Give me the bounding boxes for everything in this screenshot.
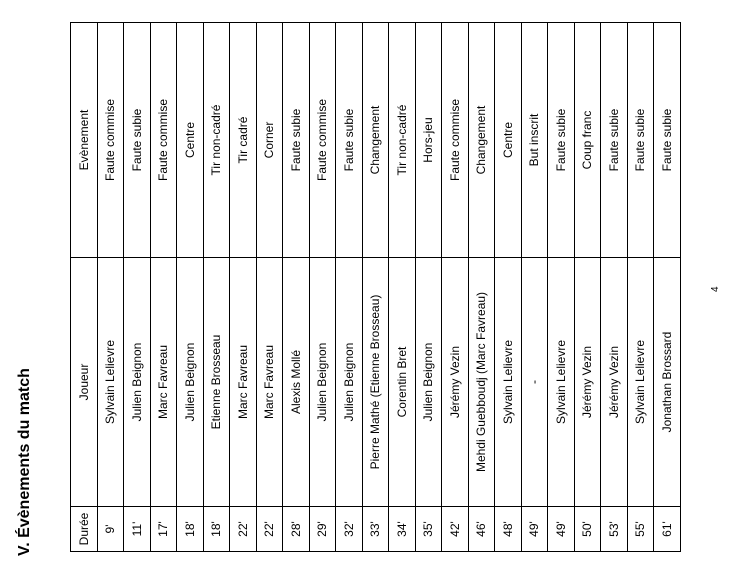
cell-evenement: Tir cadré <box>230 23 257 258</box>
cell-evenement: Centre <box>177 23 204 258</box>
cell-duree: 55' <box>627 507 654 552</box>
table-row <box>442 23 469 552</box>
cell-joueur: Sylvain Lelievre <box>97 258 124 507</box>
cell-duree: 22' <box>256 507 283 552</box>
cell-joueur: Marc Favreau <box>230 258 257 507</box>
cell-evenement: Corner <box>256 23 283 258</box>
cell-joueur: Julien Beignon <box>415 258 442 507</box>
cell-joueur: Marc Favreau <box>150 258 177 507</box>
cell-duree: 11' <box>124 507 151 552</box>
cell-evenement: Centre <box>495 23 522 258</box>
cell-evenement: Hors-jeu <box>415 23 442 258</box>
cell-evenement: Changement <box>468 23 495 258</box>
cell-joueur: Sylvain Lelievre <box>495 258 522 507</box>
cell-evenement: Tir non-cadré <box>389 23 416 258</box>
table-row <box>283 23 310 552</box>
cell-evenement: Tir non-cadré <box>203 23 230 258</box>
cell-joueur: Julien Beignon <box>336 258 363 507</box>
cell-duree: 53' <box>601 507 628 552</box>
cell-joueur: Jérémy Vezin <box>574 258 601 507</box>
table-row <box>362 23 389 552</box>
cell-duree: 48' <box>495 507 522 552</box>
table-row <box>124 23 151 552</box>
table-row <box>150 23 177 552</box>
table-header-row <box>71 23 98 552</box>
table-row <box>97 23 124 552</box>
table-row <box>574 23 601 552</box>
cell-evenement: Faute subie <box>124 23 151 258</box>
cell-joueur: Alexis Mollé <box>283 258 310 507</box>
cell-joueur: Jérémy Vezin <box>442 258 469 507</box>
cell-joueur: Jérémy Vezin <box>601 258 628 507</box>
cell-evenement: Faute commise <box>442 23 469 258</box>
table-row <box>336 23 363 552</box>
header-evenement: Evènement <box>71 23 98 258</box>
cell-duree: 35' <box>415 507 442 552</box>
table-row <box>654 23 681 552</box>
cell-joueur: Pierre Mathé (Etienne Brosseau) <box>362 258 389 507</box>
section-title: V. Évènements du match <box>16 368 33 556</box>
table-row <box>548 23 575 552</box>
cell-evenement: Faute commise <box>97 23 124 258</box>
cell-evenement: Faute commise <box>309 23 336 258</box>
table-row <box>256 23 283 552</box>
cell-joueur: Julien Beignon <box>177 258 204 507</box>
cell-duree: 9' <box>97 507 124 552</box>
cell-evenement: Changement <box>362 23 389 258</box>
cell-duree: 61' <box>654 507 681 552</box>
cell-joueur: Mehdi Guebboudj (Marc Favreau) <box>468 258 495 507</box>
cell-duree: 42' <box>442 507 469 552</box>
cell-evenement: Faute subie <box>627 23 654 258</box>
table-row <box>203 23 230 552</box>
cell-duree: 32' <box>336 507 363 552</box>
table-row <box>468 23 495 552</box>
table-row <box>415 23 442 552</box>
table-row <box>309 23 336 552</box>
cell-duree: 18' <box>177 507 204 552</box>
cell-duree: 18' <box>203 507 230 552</box>
cell-evenement: Faute subie <box>601 23 628 258</box>
cell-joueur: Julien Beignon <box>124 258 151 507</box>
table-row <box>601 23 628 552</box>
cell-joueur: Jonathan Brossard <box>654 258 681 507</box>
cell-duree: 49' <box>548 507 575 552</box>
header-duree: Durée <box>71 507 98 552</box>
table-row <box>389 23 416 552</box>
cell-joueur: Marc Favreau <box>256 258 283 507</box>
cell-joueur: Sylvain Lelievre <box>548 258 575 507</box>
cell-duree: 50' <box>574 507 601 552</box>
cell-evenement: Faute subie <box>283 23 310 258</box>
cell-duree: 29' <box>309 507 336 552</box>
cell-duree: 17' <box>150 507 177 552</box>
cell-evenement: Faute subie <box>548 23 575 258</box>
cell-joueur: Sylvain Lelievre <box>627 258 654 507</box>
cell-evenement: But inscrit <box>521 23 548 258</box>
cell-duree: 34' <box>389 507 416 552</box>
cell-duree: 28' <box>283 507 310 552</box>
cell-evenement: Faute commise <box>150 23 177 258</box>
table-row <box>177 23 204 552</box>
cell-joueur: - <box>521 258 548 507</box>
table-row <box>627 23 654 552</box>
match-events-table <box>70 22 681 552</box>
cell-evenement: Faute subie <box>336 23 363 258</box>
cell-duree: 22' <box>230 507 257 552</box>
cell-evenement: Coup franc <box>574 23 601 258</box>
cell-duree: 49' <box>521 507 548 552</box>
table-body <box>97 23 680 552</box>
header-joueur: Joueur <box>71 258 98 507</box>
cell-duree: 33' <box>362 507 389 552</box>
cell-joueur: Corentin Bret <box>389 258 416 507</box>
table-row <box>495 23 522 552</box>
cell-duree: 46' <box>468 507 495 552</box>
page-number: 4 <box>710 286 721 292</box>
table-row <box>521 23 548 552</box>
table-row <box>230 23 257 552</box>
cell-joueur: Etienne Brosseau <box>203 258 230 507</box>
cell-joueur: Julien Beignon <box>309 258 336 507</box>
cell-evenement: Faute subie <box>654 23 681 258</box>
